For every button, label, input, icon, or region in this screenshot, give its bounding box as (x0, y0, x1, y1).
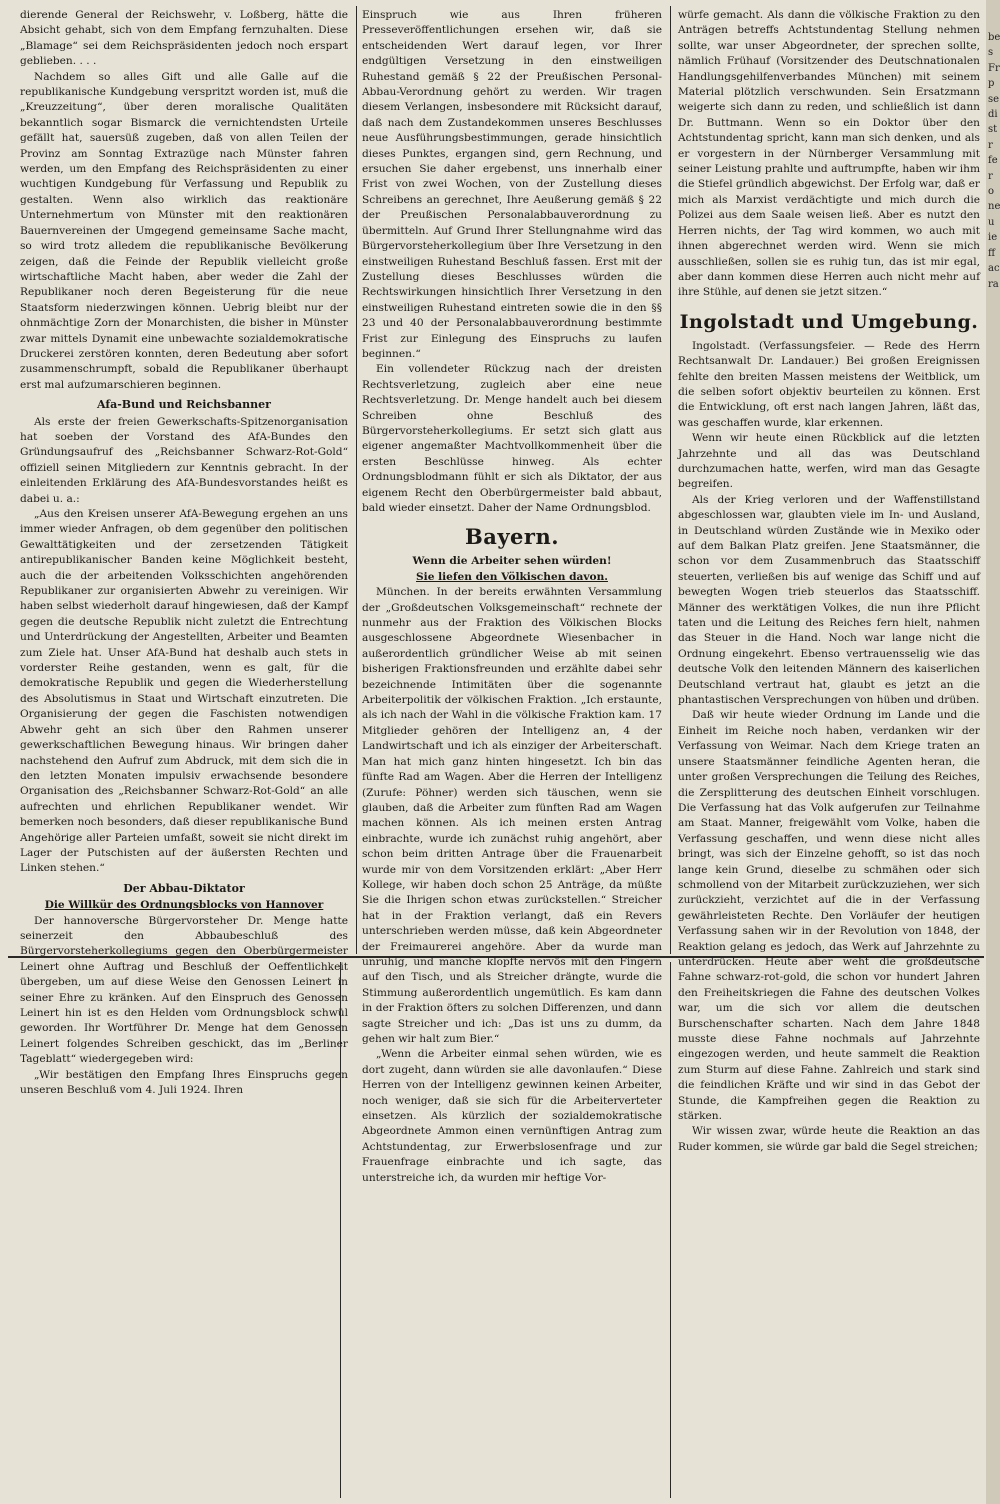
article-paragraph: Ein vollendeter Rückzug nach der dreisten Rechtsverletzung, zugleich aber eine neue Rechtsverletzung. Dr. Menge handelt auch bei diesem Schreiben ohne Beschluß des Bürgervorsteherkollegiums. Er setzt sich glatt aus eigener angemaßter Machtvollkommenheit über die ersten Beschlüsse hinweg. Als echter Ordnungsblodmann fühlt er sich als Diktator, der aus eigenem Recht den Oberbürgermeister bald abbaut, bald wieder einsetzt. Daher der Name Ordnungsblod. (362, 363, 662, 514)
section-subheading: Die Willkür des Ordnungsblocks von Hannover (44, 899, 324, 912)
column-rule (670, 6, 671, 954)
column-left-top (20, 8, 348, 1097)
section-heading: Der Abbau-Diktator (123, 881, 245, 895)
column-rule (670, 962, 671, 1498)
article-paragraph: Nachdem so alles Gift und alle Galle auf die republikanische Kundgebung verspritzt worden ist, muß die „Kreuzzeitung“, über deren moralische Qualitäten bekanntlich sogar Bismarck die vernichtendsten Urteile gefällt hat, sauersüß zugeben, daß von allen Teilen der Provinz am Sonntag Extrazüge nach Münster fahren werden, um den Empfang des Reichspräsidenten zu einer wuchtigen Kundgebung für Verfassung und Republik zu gestalten. Wenn also wirklich das reaktionäre Unternehmertum von Münster mit den reaktionären Bauernvereinen der Umgegend gemeinsame Sache macht, so wird trotz alledem die republikanische Bevölkerung zeigen, daß die Feinde der Republik vielleicht große wirtschaftliche Macht haben, aber weder die Zahl der Republikaner noch deren Begeisterung für die neue Staatsform niederzwingen können. Uebrig bleibt nur der ohnmächtige Zorn der Monarchisten, die bisher in Münster zwar mittels Dynamit eine unbewachte sozialdemokratische Druckerei zerstören konnten, deren Bedeutung aber sofort zusammenschrumpft, sobald die Republikaner überhaupt erst mal aufzumarschieren beginnen. (20, 70, 348, 391)
section-subheading: Sie liefen den Völkischen davon. (416, 570, 608, 583)
article-paragraph: „Wenn die Arbeiter einmal sehen würden, wie es dort zugeht, dann würden sie alle davonlaufen.“ Diese Herren von der Intelligenz gewinnen keinen Arbeiter, noch weniger, daß sie sich für die Arbeiterverteter einsetzen. Als kürzlich der sozialdemokratische Abgeordnete Ammon einen vernünftigen Antrag zum Achtstundentag, zur Erwerbslosenfrage und zur Frauenfrage einbrachte und ich sagte, das unterstreiche ich, da wurden mir heftige Vor- (362, 1048, 662, 1184)
adjacent-page-fragment: be s Fr p se di st r fe r o ne u ie ff ac ra (988, 32, 1000, 290)
article-paragraph: Der hannoversche Bürgervorsteher Dr. Menge hatte seinerzeit den Abbaubeschluß des Bürgervorsteherkollegiums gegen den Oberbürgermeister Leinert ohne Auftrag und Beschluß der Oeffentlichkeit übergeben, um auf diese Weise den Genossen Leinert in seiner Ehre zu kränken. Auf den Einspruch des Genossen Leinert hin ist es den Helden vom Ordnungsblock schwül geworden. Ihr Wortführer Dr. Menge hat dem Genossen Leinert folgendes Schreiben geschickt, das im „Berliner Tageblatt“ wiedergegeben wird: (20, 914, 348, 1066)
column-middle-top (362, 8, 662, 1184)
article-paragraph: würfe gemacht. Als dann die völkische Fraktion zu den Anträgen betreffs Achtstundentag Stellung nehmen sollte, war unser Abgeordneter, der sprechen sollte, nämlich Frühauf (Vorsitzender des Deutschnationalen Handlungsgehilfenverbandes München) mit seinem Material plötzlich verschwunden. Sein Ersatzmann weigerte sich dann zu reden, und schließlich ist dann Dr. Buttmann. Wenn so ein Doktor über den Achtstundentag spricht, kann man sich denken, und als er vorgestern in der Nürnberger Versammlung mit seiner Leistung prahlte und auftrumpfte, haben wir ihm die Stiefel gründlich abgewichst. Der Erfolg war, daß er mich als Marxist verdächtigte und mich durch die Polizei aus dem Saale weisen ließ. Aber es nutzt den Herren nichts, der Tag wird kommen, wo auch mit ihnen abgerechnet werden wird. Wenn sie mich ausschließen, sollen sie es ruhig tun, das ist mir egal, aber dann kommen diese Herren auch nicht mehr auf ihre Stühle, auf denen sie jetzt sitzen.“ (678, 9, 980, 299)
article-paragraph: Daß wir heute wieder Ordnung im Lande und die Einheit im Reiche noch haben, verdanken wir der Verfassung von Weimar. Nach dem Kriege traten an unsere Staatsmänner feindliche Agenten heran, die unter großen Versprechungen die Teilung des Reiches, die Zersplitterung des deutschen Einheit vorschlugen. Die Verfassung hat das Volk aufgerufen zur Teilnahme am Staat. Manner, freigewählt vom Volke, haben die Verfassung geschaffen, und wenn diese nicht alles bringt, was sich der Einzelne gehofft, so ist das noch lange kein Grund, dieselbe zu schmähen oder sich schmollend von der Mitarbeit zurückzuziehen, wer sich zurückzieht, verzichtet auf die in der Verfassung gewährleisteten Rechte. Den Vorläufer der heutigen Verfassung sahen wir in der Revolution von 1848, der Reaktion gelang es jedoch, das Werk auf Jahrzehnte zu unterdrücken. Heute aber weht die großdeutsche Fahne schwarz-rot-gold, die schon vor hundert Jahren den Freiheitskriegen die Fahne des deutschen Volkes war, um die sich vor allem die deutschen Burschenschafter scharten. Nach dem Jahre 1848 musste diese Fahne nochmals auf Jahrzehnte eingezogen werden, und heute sammelt die Reaktion zum Sturm auf diese Fahne. Zahlreich und stark sind die feindlichen Kräfte und wir sind in das Gebot der Stunde, die Kampfreihen gegen die Reaktion zu stärken. (678, 709, 980, 1123)
column-rule (356, 6, 357, 954)
article-paragraph: Wenn wir heute einen Rückblick auf die letzten Jahrzehnte und all das was Deutschland durchzumachen hatte, werfen, wird man das Gesagte begreifen. (678, 432, 980, 491)
column-bottom-right (678, 964, 980, 1498)
article-paragraph: Ingolstadt. (Verfassungsfeier. — Rede des Herrn Rechtsanwalt Dr. Landauer.) Bei großen Ereignissen fehlte den breiten Massen meistens der Weitblick, um die selben sofort objektiv beurteilen zu können. Erst die Entwicklung, oft erst nach langen Jahren, läßt das, was geschaffen wurde, klar erkennen. (678, 339, 980, 429)
article-paragraph: Einspruch wie aus Ihren früheren Presseveröffentlichungen ersehen wir, daß sie entscheidenden Wert darauf legen, vor Ihrer endgültigen Versetzung in den einstweiligen Ruhestand gemäß § 22 der Preußischen Personal-Abbau-Verordnung gehört zu werden. Wir tragen diesem Verlangen, insbesondere mit Rücksicht darauf, daß nach dem Zustandekommen unseres Beschlusses neue Ausführungsbestimmungen, gerade hinsichtlich dieses Punktes, ergangen sind, gern Rechnung, und ersuchen Sie daher ergebenst, uns innerhalb einer Frist von zwei Wochen, von der Zustellung dieses Schreibens an gerechnet, Ihre Aeußerung gemäß § 22 der Preußischen Personalabbauverordnung zu übermitteln. Auf Grund Ihrer Stellungnahme wird das Bürgervorsteherkollegium über Ihre Versetzung in den einstweiligen Ruhestand Beschluß fassen. Erst mit der Zustellung dieses Beschlusses würden die Rechtswirkungen hinsichtlich Ihrer Versetzung in den einstweiligen Ruhestand eintreten sowie die in den §§ 23 und 40 der Personalabbauverordnung bestimmte Frist zur Einlegung des Einspruchs zu laufen beginnen.“ (362, 9, 662, 360)
column-bottom-left (20, 964, 334, 1498)
section-heading: Afa-Bund und Reichsbanner (97, 398, 271, 412)
article-paragraph: dierende General der Reichswehr, v. Loßberg, hätte die Absicht gehabt, sich von dem Empfang fernzuhalten. Diese „Blamage“ sei dem Reichspräsidenten jedoch noch erspart geblieben. . . . (20, 9, 348, 68)
article-paragraph: München. In der bereits erwähnten Versammlung der „Großdeutschen Volksgemeinschaft“ rechnete der nunmehr aus der Fraktion des Völkischen Blocks ausgeschlossene Abgeordnete Wiesenbacher in außerordentlich gründlicher Weise ab mit seinen bisherigen Fraktionsfreunden und erzählte dabei sehr bezeichnende Intimitäten über die sogenannte Arbeiterpolitik der völkischen Fraktion. „Ich erstaunte, als ich nach der Wahl in die völkische Fraktion kam. 17 Mitglieder gehören der Intelligenz an, 4 der Landwirtschaft und ich als einziger der Arbeiterschaft. Man hat mich ganz hinten hingesetzt. Ich bin das fünfte Rad am Wagen. Aber die Herren der Intelligenz (Zurufe: Pöhner) werden sich täuschen, wenn sie glauben, daß die Arbeiter zum fünften Rad am Wagen machen können. Als ich meinen ersten Antrag einbrachte, wurde ich zunächst ruhig angehört, aber schon beim dritten Antrage über die Frauenarbeit wurde mir von dem Vorsitzenden erklärt: „Aber Herr Kollege, wir haben doch schon 25 Anträge, da müßte Sie die Ihrigen schon etwas zurückstellen.“ Streicher hat in der Fraktion verlangt, daß ein Revers unterschrieben werden müsse, daß kein Abgeordneter der Freimaurerei angehöre. Aber da wurde man unruhig, und manche klopfte nervös mit den Fingern auf den Tisch, und als Streicher drängte, wurde die Stimmung außerordentlich ungemütlich. Es kam dann in der Fraktion öfters zu solchen Differenzen, und dann sagte Streicher und ich: „Das ist uns zu dumm, da gehen wir halt zum Bier.“ (362, 586, 662, 1045)
column-right-top (678, 8, 980, 1153)
article-paragraph: Als erste der freien Gewerkschafts-Spitzenorganisation hat soeben der Vorstand des AfA-Bundes den Gründungsaufruf des „Reichsbanner Schwarz-Rot-Gold“ offiziell seinen Mitgliedern zur Kenntnis gebracht. In der einleitenden Erklärung des AfA-Bundesvorstandes heißt es dabei u. a.: (20, 415, 348, 505)
quoted-paragraph: „Aus den Kreisen unserer AfA-Bewegung ergehen an uns immer wieder Anfragen, ob dem gegenüber den politischen Gewalttätigkeiten und der zersetzenden Tätigkeit antirepublikanischer Banden keine Möglichkeit besteht, auch die der arbeitenden Volksschichten angehörenden Republikaner zur organisierten Abwehr zu vereinigen. Wir haben selbst wiederholt darauf hingewiesen, daß der Kampf gegen die deutsche Republik nicht zuletzt die Entrechtung und Unterdrückung der Angestellten, Arbeiter und Beamten zum Ziele hat. Unser AfA-Bund hat deshalb auch stets in vorderster Reihe gestanden, wenn es galt, für die demokratische Republik und gegen die Wiederherstellung des Absolutismus in Staat und Wirtschaft einzutreten. Die Organisierung der gegen die Faschisten notwendigen Abwehr geht an sich über den Rahmen unserer gewerkschaftlichen Bewegung hinaus. Wir bringen daher nachstehend den Aufruf zum Abdruck, mit dem sich die in den letzten Monaten impulsiv erwachsende besondere Organisation des „Reichsbanner Schwarz-Rot-Gold“ an alle aufrechten und ehrlichen Republikaner wendet. Wir bemerken noch besonders, daß dieser republikanische Bund Angehörige aller Parteien umfaßt, soweit sie nicht direkt im Lager der Putschisten auf der äußersten Rechten und Linken stehen.“ (20, 508, 348, 875)
section-heading-bayern: Bayern. (464, 524, 560, 550)
quoted-paragraph: „Wir bestätigen den Empfang Ihres Einspruchs gegen unseren Beschluß vom 4. Juli 1924. Ihren (20, 1068, 348, 1097)
section-heading-ingolstadt: Ingolstadt und Umgebung. (679, 310, 979, 333)
section-subheading: Wenn die Arbeiter sehen würden! (412, 555, 612, 568)
article-paragraph: Als der Krieg verloren und der Waffenstillstand abgeschlossen war, glaubten viele im In- und Ausland, in Deutschland würden Zustände wie in Mexiko oder auf dem Balkan Platz greifen. Jene Staatsmänner, die schon vor dem Zusammenbruch das Staatsschiff steuerten, verließen bis auf wenige das Schiff und auf bewegten Wogen trieb steuerlos das Staatsschiff. Männer des werktätigen Volkes, die nun ihre Pflicht taten und die Leitung des Reiches fern hielt, nahmen das Steuer in die Hand. Noch war lange nicht die Ordnung eingekehrt. Ebenso vertrauensselig wie das deutsche Volk den leitenden Männern des kaiserlichen Deutschland vertraut hat, glaubt es jetzt an die phantastischen Versprechungen von hüben und drüben. (678, 493, 980, 707)
article-paragraph: Wir wissen zwar, würde heute die Reaktion an das Ruder kommen, sie würde gar bald die Segel streichen; (678, 1125, 980, 1153)
column-bottom-middle (348, 964, 664, 1498)
